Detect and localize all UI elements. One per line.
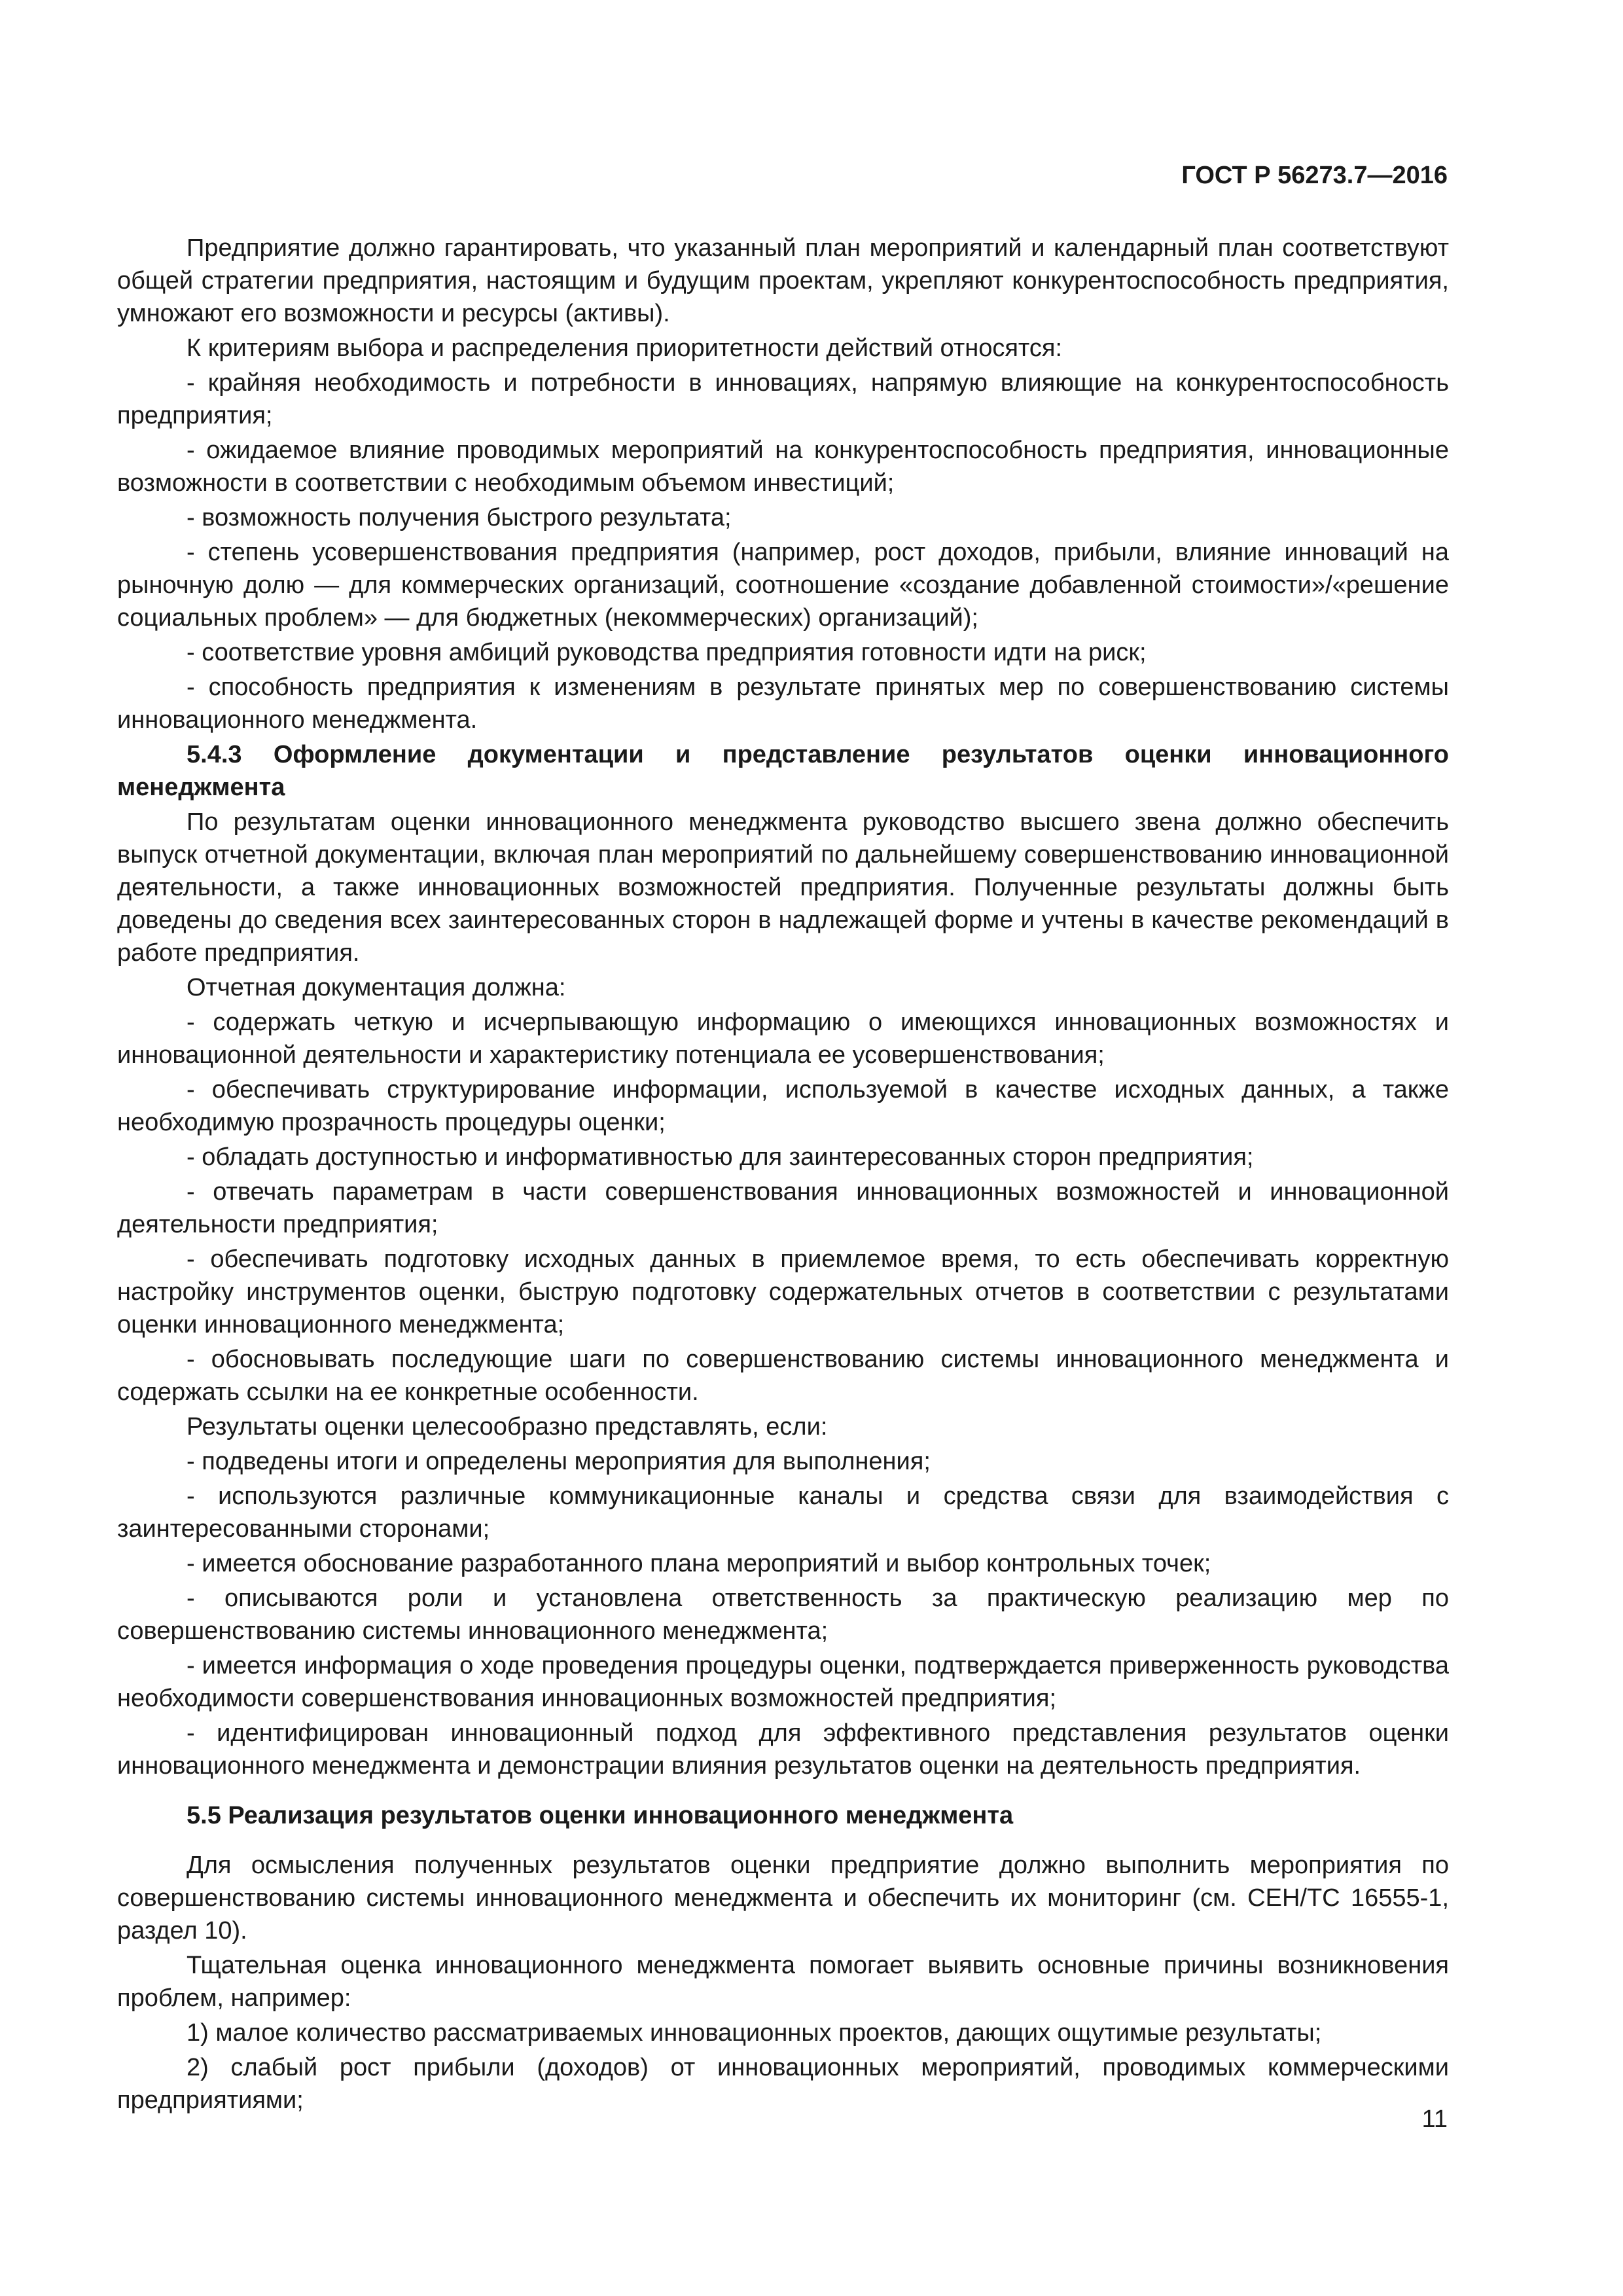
paragraph: Тщательная оценка инновационного менеджмента помогает выявить основные причины возникновения проблем, например: (117, 1952, 1449, 2012)
paragraph: - соответствие уровня амбиций руководства предприятия готовности идти на риск; (187, 639, 1147, 666)
paragraph: - имеется обоснование разработанного плана мероприятий и выбор контрольных точек; (187, 1550, 1211, 1577)
paragraph: 2) слабый рост прибыли (доходов) от инновационных мероприятий, проводимых коммерческими предприятиями; (117, 2054, 1449, 2114)
paragraph: Результаты оценки целесообразно представлять, если: (187, 1413, 828, 1441)
page-number: 11 (1421, 2106, 1448, 2133)
paragraph: - обладать доступностью и информативностью для заинтересованных сторон предприятия; (187, 1143, 1254, 1171)
paragraph: - отвечать параметрам в части совершенствования инновационных возможностей и инновационной деятельности предприятия; (117, 1178, 1449, 1238)
paragraph: - крайняя необходимость и потребности в инновациях, напрямую влияющие на конкурентоспособность предприятия; (117, 369, 1449, 429)
paragraph: - содержать четкую и исчерпывающую информацию о имеющихся инновационных возможностях и инновационной деятельности и характеристику потенциала ее усовершенствования; (117, 1009, 1449, 1069)
subsection-heading: 5.4.3 Оформление документации и представление результатов оценки инновационного менеджмента (117, 741, 1449, 801)
section-heading: 5.5 Реализация результатов оценки инновационного менеджмента (187, 1802, 1014, 1829)
paragraph: - ожидаемое влияние проводимых мероприятий на конкурентоспособность предприятия, инновационные возможности в соответствии с необходимым объемом инвестиций; (117, 437, 1449, 497)
paragraph: - обосновывать последующие шаги по совершенствованию системы инновационного менеджмента и содержать ссылки на ее конкретные особенности. (117, 1346, 1449, 1406)
document-body (117, 232, 1449, 2119)
paragraph: - обеспечивать структурирование информации, используемой в качестве исходных данных, а также необходимую прозрачность процедуры оценки; (117, 1076, 1449, 1136)
paragraph: - описываются роли и установлена ответственность за практическую реализацию мер по совершенствованию системы инновационного менеджмента; (117, 1585, 1449, 1645)
paragraph: - степень усовершенствования предприятия (например, рост доходов, прибыли, влияние инноваций на рыночную долю — для коммерческих организаций, соотношение «создание добавленной стоимости»/«решение социальных проблем» — для бюджетных (некоммерческих) организаций); (117, 539, 1449, 632)
document-number-header: ГОСТ Р 56273.7—2016 (1181, 162, 1448, 189)
paragraph: - используются различные коммуникационные каналы и средства связи для взаимодействия с заинтересованными сторонами; (117, 1482, 1449, 1543)
paragraph: - подведены итоги и определены мероприятия для выполнения; (187, 1448, 931, 1475)
paragraph: - имеется информация о ходе проведения процедуры оценки, подтверждается приверженность руководства необходимости совершенствования инновационных возможностей предприятия; (117, 1652, 1449, 1712)
paragraph: - идентифицирован инновационный подход для эффективного представления результатов оценки инновационного менеджмента и демонстрации влияния результатов оценки на деятельность предприятия. (117, 1719, 1449, 1780)
paragraph: Отчетная документация должна: (187, 974, 566, 1001)
paragraph: - обеспечивать подготовку исходных данных в приемлемое время, то есть обеспечивать корректную настройку инструментов оценки, быструю подготовку содержательных отчетов в соответствии с результатами оценки инновационного менеджмента; (117, 1246, 1449, 1338)
paragraph: Предприятие должно гарантировать, что указанный план мероприятий и календарный план соответствуют общей стратегии предприятия, настоящим и будущим проектам, укрепляют конкурентоспособность предприятия, умножают его возможности и ресурсы (активы). (117, 234, 1449, 327)
paragraph: По результатам оценки инновационного менеджмента руководство высшего звена должно обеспечить выпуск отчетной документации, включая план мероприятий по дальнейшему совершенствованию инновационной деятельности, а также инновационных возможностей предприятия. Полученные результаты должны быть доведены до сведения всех заинтересованных сторон в надлежащей форме и учтены в качестве рекомендаций в работе предприятия. (117, 808, 1449, 967)
paragraph: - способность предприятия к изменениям в результате принятых мер по совершенствованию системы инновационного менеджмента. (117, 673, 1449, 734)
paragraph: Для осмысления полученных результатов оценки предприятие должно выполнить мероприятия по совершенствованию системы инновационного менеджмента и обеспечить их мониторинг (см. СЕН/ТС 16555-1, раздел 10). (117, 1852, 1449, 1945)
paragraph: - возможность получения быстрого результата; (187, 504, 732, 531)
paragraph: 1) малое количество рассматриваемых инновационных проектов, дающих ощутимые результаты; (187, 2019, 1322, 2047)
paragraph: К критериям выбора и распределения приоритетности действий относятся: (187, 334, 1063, 362)
